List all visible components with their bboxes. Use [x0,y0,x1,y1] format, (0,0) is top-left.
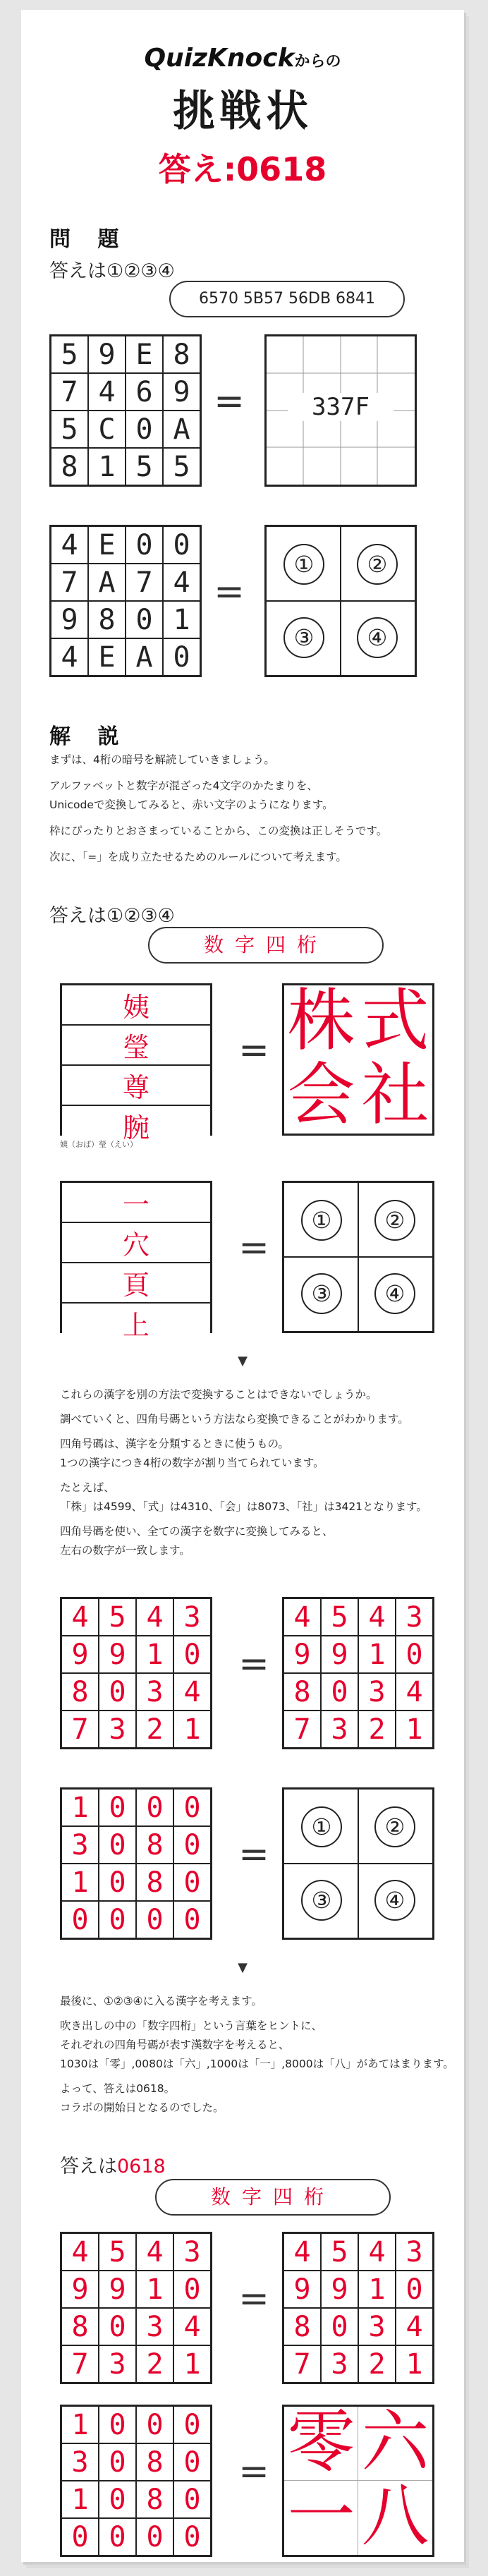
grid-cell: 7 [284,1711,320,1747]
equals-sign: = [238,1029,269,1071]
grid-cell: 3 [99,1711,135,1747]
circle-slot-4: ④ [374,1880,415,1921]
grid-cell: 7 [62,2346,98,2382]
grid-cell: 1 [396,1711,432,1747]
circle-slot-1: ① [301,1806,342,1847]
number-grid-right-1 [282,1597,434,1749]
kanji-char: 式 [361,981,429,1060]
grid-cell: 3 [322,2346,358,2382]
grid-cell: 3 [62,1827,98,1863]
kanji-cell: 穴 [62,1223,210,1262]
grid-cell: 8 [137,1827,173,1863]
grid-cell: 4 [174,1674,210,1710]
equals-sign: = [214,571,245,613]
grid-cell: 8 [284,1674,320,1710]
circled-box-3 [282,1787,434,1940]
grid-cell: 0 [99,1827,135,1863]
grid-cell: 0 [174,2271,210,2307]
grid-cell: 4 [284,2234,320,2270]
grid-cell: 1 [62,2481,98,2517]
equals-sign: = [214,380,245,423]
grid-cell: 5 [51,336,87,372]
grid-cell: 0 [174,2519,210,2555]
grid-cell: 3 [359,2309,395,2345]
grid-cell: 1 [359,1636,395,1672]
arrow-down: ▼ [238,1960,248,1975]
grid-cell: A [126,639,162,675]
grid-cell: E [89,527,125,563]
text-line: コラボの開始日となるのでした。 [60,2101,224,2114]
grid-cell: A [89,564,125,600]
circle-slot-2: ② [374,1200,415,1241]
grid-cell: 1 [62,2407,98,2443]
grid-cell: 4 [51,639,87,675]
grid-cell: 3 [322,1711,358,1747]
brand-name: QuizKnock [144,44,295,73]
result-text: 337F [288,393,394,421]
grid-cell: 7 [51,564,87,600]
text-line: 四角号碼は、漢字を分類するときに使うもの。 [60,1438,289,1450]
circle-slot-2: ② [374,1806,415,1847]
grid-cell: 9 [62,1636,98,1672]
grid-cell: 0 [174,1827,210,1863]
grid-cell: 1 [396,2346,432,2382]
hint-bubble-kanji-2: 数字四桁 [155,2179,391,2216]
grid-cell: 4 [137,1599,173,1635]
grid-cell: 9 [284,1636,320,1672]
grid-cell: C [89,411,125,447]
final-prompt-prefix: 答えは [60,2156,117,2177]
circle-slot-3: ③ [301,1273,342,1314]
text-line: これらの漢字を別の方法で変換することはできないでしょうか。 [60,1388,377,1401]
kanji-cell: 頁 [62,1263,210,1302]
grid-cell: 9 [51,602,87,638]
grid-cell: 0 [174,1790,210,1825]
grid-cell: 4 [62,2234,98,2270]
text-line: まずは、4桁の暗号を解読していきましょう。 [49,753,275,766]
grid-cell: 3 [137,2309,173,2345]
grid-cell: 0 [164,527,200,563]
text-line: アルファベットと数字が混ざった4文字のかたまりを、 [49,779,318,792]
grid-cell: 3 [174,1599,210,1635]
grid-cell: 0 [99,2519,135,2555]
grid-cell: 5 [164,449,200,485]
grid-cell: 9 [322,1636,358,1672]
text-line: 四角号碼を使い、全ての漢字を数字に変換してみると、 [60,1525,334,1538]
grid-cell: 3 [396,1599,432,1635]
kanji-column-2 [60,1181,212,1341]
equals-sign: = [238,2278,269,2320]
grid-cell: 0 [174,2444,210,2480]
grid-cell: 0 [137,2519,173,2555]
text-line: よって、答えは0618。 [60,2082,176,2095]
kanji-char: 会 [287,1055,355,1134]
kanji-cell: 姨 [62,985,210,1024]
grid-cell: 3 [99,2346,135,2382]
grid-cell: 1 [164,602,200,638]
grid-cell: 0 [126,411,162,447]
circle-slot-3: ③ [283,617,324,658]
grid-cell: 3 [137,1674,173,1710]
grid-cell: 4 [359,2234,395,2270]
grid-cell: 9 [284,2271,320,2307]
grid-cell: 1 [174,1711,210,1747]
arrow-down: ▼ [238,1354,248,1368]
answer-sheet [21,10,464,2562]
explanation-heading: 解 説 [49,724,129,749]
grid-cell: 1 [359,2271,395,2307]
circle-slot-3: ③ [301,1880,342,1921]
grid-cell: 4 [396,2309,432,2345]
grid-cell: 5 [126,449,162,485]
grid-cell: 0 [396,2271,432,2307]
grid-cell: 3 [396,2234,432,2270]
equals-sign: = [238,1833,269,1876]
text-line: 左右の数字が一致します。 [60,1544,190,1557]
number-grid-left-1 [60,1597,212,1749]
text-line: 1つの漢字につき4桁の数字が割り当てられています。 [60,1457,324,1469]
kanji-char: 社 [361,1055,429,1134]
grid-cell: 7 [284,2346,320,2382]
grid-cell: 0 [99,2444,135,2480]
grid-cell: 0 [62,2519,98,2555]
grid-cell: 0 [174,1636,210,1672]
brand-title [21,44,464,73]
grid-cell: 6 [126,374,162,410]
grid-cell: A [164,411,200,447]
grid-cell: 5 [51,411,87,447]
grid-cell: 8 [137,1864,173,1900]
explanation-para-2 [60,1385,455,1560]
grid-cell: 8 [137,2444,173,2480]
grid-cell: 0 [174,1902,210,1938]
result-box-1 [264,334,417,487]
grid-cell: 2 [137,1711,173,1747]
grid-cell: 1 [174,2346,210,2382]
kanji-column-1 [60,983,212,1143]
grid-cell: 9 [164,374,200,410]
answer-heading: 答え:0618 [158,150,327,188]
grid-cell: 0 [99,2481,135,2517]
grid-cell: 0 [99,1674,135,1710]
grid-cell: 0 [99,2407,135,2443]
grid-cell: 3 [62,2444,98,2480]
grid-cell: 5 [99,2234,135,2270]
grid-cell: 5 [322,1599,358,1635]
grid-cell: 0 [62,1902,98,1938]
grid-cell: 0 [137,1902,173,1938]
grid-cell: 8 [62,2309,98,2345]
grid-cell: 7 [126,564,162,600]
text-line: 枠にぴったりとおさまっていることから、この変換は正しそうです。 [49,825,388,837]
grid-cell: 4 [137,2234,173,2270]
equals-sign: = [238,1227,269,1269]
grid-cell: 1 [62,1864,98,1900]
hint-bubble-kanji: 数字四桁 [148,927,384,964]
hex-grid-1 [49,334,202,487]
grid-cell: 8 [137,2481,173,2517]
grid-cell: 5 [322,2234,358,2270]
grid-cell: 4 [51,527,87,563]
kanji-cell: 一 [62,1183,210,1222]
grid-cell: 5 [99,1599,135,1635]
grid-cell: E [126,336,162,372]
grid-cell: 9 [89,336,125,372]
grid-cell: 8 [284,2309,320,2345]
grid-cell: 2 [359,1711,395,1747]
grid-cell: E [89,639,125,675]
kanji-char: 株 [287,981,355,1060]
grid-cell: 3 [359,1674,395,1710]
grid-cell: 1 [89,449,125,485]
grid-cell: 0 [322,2309,358,2345]
grid-cell: 4 [89,374,125,410]
kanji-cell: 瑩 [62,1026,210,1064]
final-kanji-4: 八 [361,2477,429,2556]
grid-cell: 2 [359,2346,395,2382]
grid-cell: 9 [322,2271,358,2307]
final-kanji-3: 一 [287,2477,355,2556]
problem-heading: 問 題 [49,227,129,252]
equals-sign: = [238,1643,269,1685]
grid-cell: 0 [99,1864,135,1900]
brand-suffix: からの [294,53,341,71]
text-line: それぞれの四角号碼が表す漢数字を考えると、 [60,2039,290,2051]
grid-cell: 8 [89,602,125,638]
grid-cell: 0 [99,1790,135,1825]
grid-cell: 2 [137,2346,173,2382]
text-line: たとえば、 [60,1481,115,1494]
circle-slot-4: ④ [374,1273,415,1314]
kanji-cell: 尊 [62,1066,210,1105]
grid-cell: 0 [137,2407,173,2443]
grid-cell: 0 [99,2309,135,2345]
grid-cell: 0 [396,1636,432,1672]
challenge-title: 挑戦状 [173,87,312,136]
grid-cell: 8 [164,336,200,372]
kanji-cell: 上 [62,1304,210,1342]
grid-cell: 0 [174,2481,210,2517]
grid-cell: 1 [137,2271,173,2307]
grid-cell: 4 [359,1599,395,1635]
circled-box-1 [264,525,417,677]
grid-cell: 0 [174,1864,210,1900]
grid-cell: 0 [322,1674,358,1710]
circle-slot-2: ② [357,544,398,585]
kanji-box-1 [282,983,434,1136]
circled-box-2 [282,1181,434,1333]
final-prompt [60,2151,166,2178]
number-grid-left-3 [60,2232,212,2384]
text-line: 吹き出しの中の「数字四桁」という言葉をヒントに、 [60,2019,323,2032]
problem-prompt: 答えは①②③④ [49,260,175,282]
hint-bubble: 6570 5B57 56DB 6841 [169,281,405,317]
text-line: 調べていくと、四角号碼という方法なら変換できることがわかります。 [60,1413,409,1426]
reading-note: 姨（おば）瑩（えい） [60,1140,138,1149]
number-grid-left-2 [60,1787,212,1940]
grid-cell: 9 [99,2271,135,2307]
kanji-cell: 腕 [62,1106,210,1145]
grid-cell: 0 [126,527,162,563]
number-grid-left-4 [60,2405,212,2557]
grid-cell: 8 [51,449,87,485]
grid-cell: 3 [174,2234,210,2270]
grid-cell: 0 [164,639,200,675]
text-line: 1030は「零」,0080は「六」,1000は「一」,8000は「八」があてはまります。 [60,2058,454,2070]
grid-cell: 4 [174,2309,210,2345]
grid-cell: 9 [62,2271,98,2307]
number-grid-right-3 [282,2232,434,2384]
grid-cell: 0 [174,2407,210,2443]
grid-cell: 4 [284,1599,320,1635]
grid-cell: 4 [164,564,200,600]
grid-cell: 0 [99,1902,135,1938]
grid-cell: 9 [99,1636,135,1672]
final-prompt-answer: 0618 [117,2156,166,2177]
final-kanji-2: 六 [361,2402,429,2481]
grid-cell: 7 [51,374,87,410]
final-kanji-box [282,2402,434,2557]
text-line: Unicodeで変換してみると、赤い文字のようになります。 [49,798,334,811]
hex-grid-2 [49,525,202,677]
grid-cell: 4 [396,1674,432,1710]
grid-cell: 4 [62,1599,98,1635]
text-line: 「株」は4599、「式」は4310、「会」は8073、「社」は3421となります。 [60,1500,427,1513]
grid-cell: 0 [137,1790,173,1825]
text-line: 最後に、①②③④に入る漢字を考えます。 [60,1995,262,2007]
grid-cell: 0 [126,602,162,638]
final-kanji-1: 零 [287,2402,355,2481]
grid-cell: 7 [62,1711,98,1747]
circle-slot-4: ④ [357,617,398,658]
explanation-prompt: 答えは①②③④ [49,905,175,927]
grid-cell: 1 [62,1790,98,1825]
grid-cell: 8 [62,1674,98,1710]
grid-cell: 1 [137,1636,173,1672]
equals-sign: = [238,2450,269,2493]
explanation-para-1 [49,751,444,867]
circle-slot-1: ① [283,544,324,585]
circle-slot-1: ① [301,1200,342,1241]
text-line: 次に、「=」を成り立たせるためのルールについて考えます。 [49,851,347,863]
explanation-para-3 [60,1992,455,2118]
